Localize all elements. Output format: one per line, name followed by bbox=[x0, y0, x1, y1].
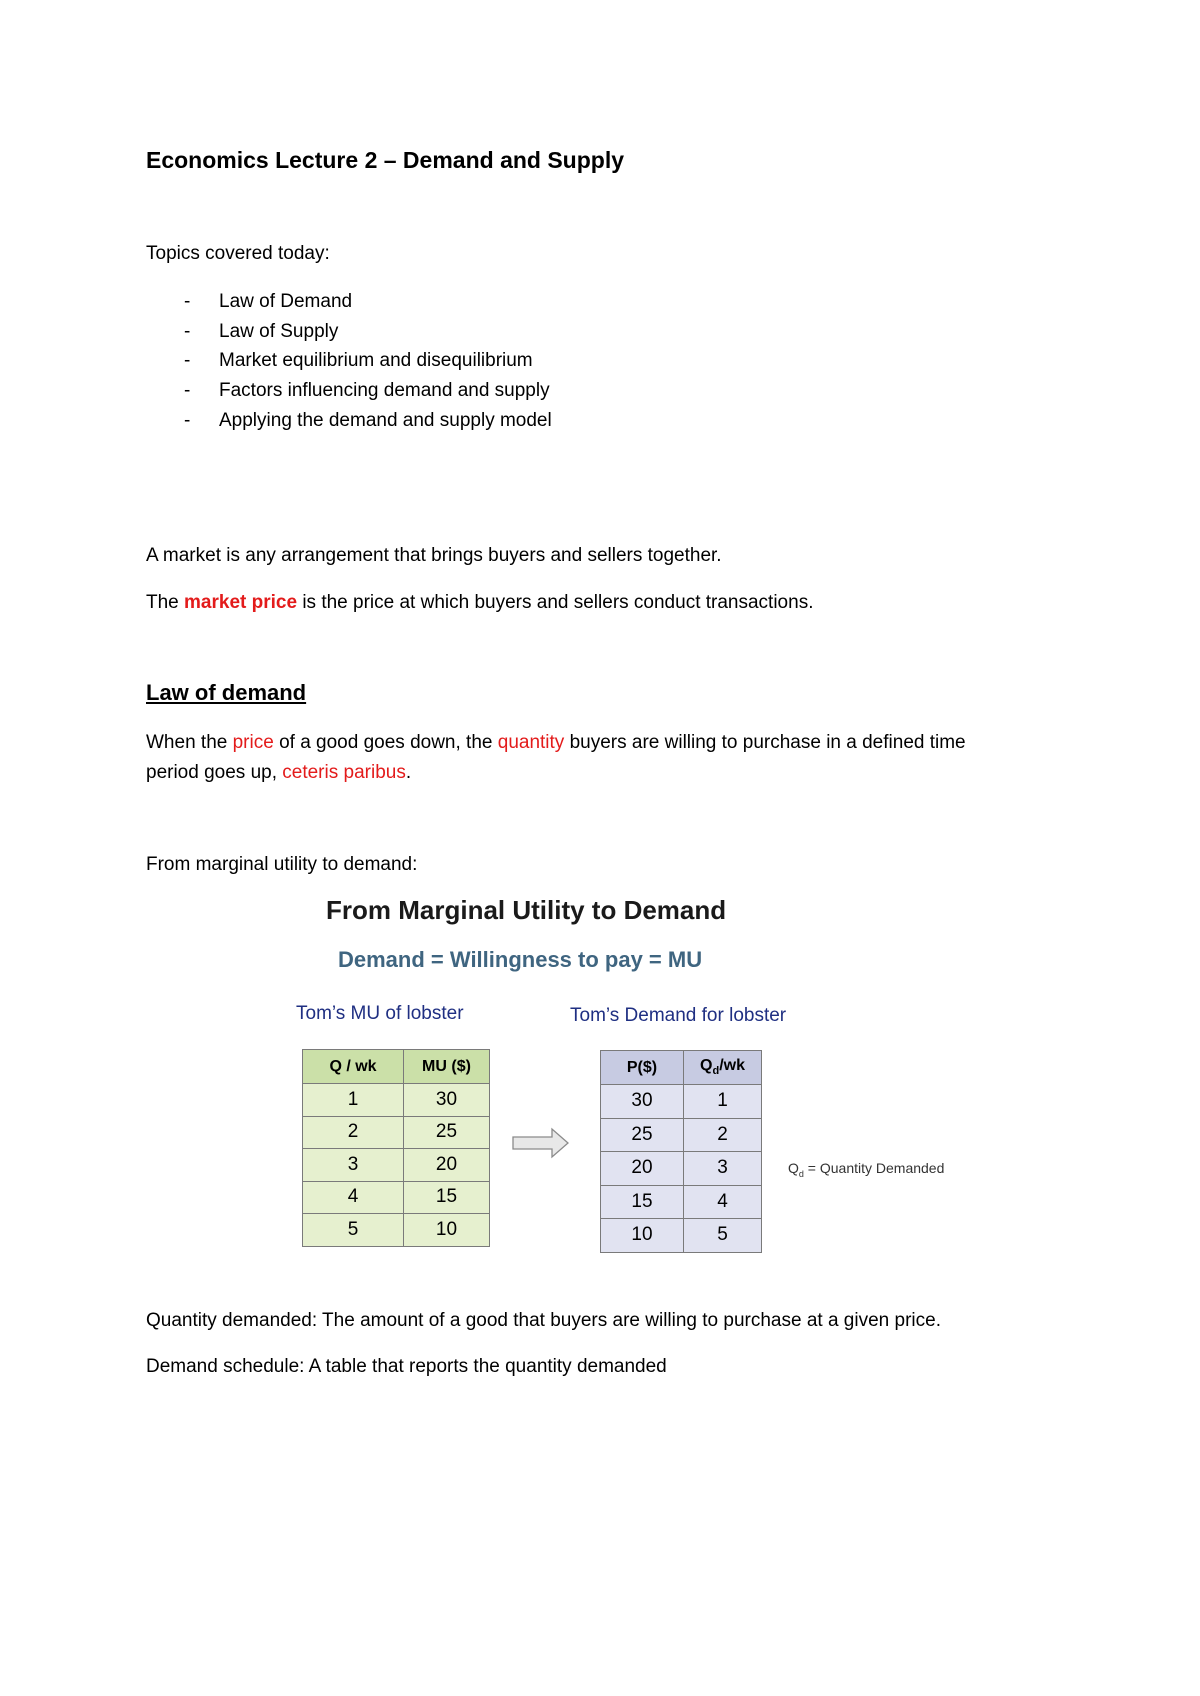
column-header: MU ($) bbox=[404, 1050, 490, 1084]
bullet-dash: - bbox=[184, 350, 191, 372]
price-term: price bbox=[232, 732, 274, 753]
header-q: Q bbox=[700, 1057, 713, 1075]
table-row bbox=[601, 1219, 762, 1253]
table-row bbox=[601, 1152, 762, 1186]
table-cell: 30 bbox=[404, 1084, 490, 1117]
list-item bbox=[146, 406, 552, 436]
table-row bbox=[303, 1084, 490, 1117]
table-row bbox=[601, 1085, 762, 1119]
table-cell: 1 bbox=[303, 1084, 404, 1117]
figure-title: From Marginal Utility to Demand bbox=[326, 895, 727, 925]
topics-list bbox=[146, 287, 552, 435]
text-fragment: is the price at which buyers and sellers conduct transactions. bbox=[297, 592, 814, 613]
demand-table bbox=[600, 1050, 762, 1253]
quantity-term: quantity bbox=[497, 732, 565, 753]
table-cell: 20 bbox=[601, 1152, 684, 1186]
text-fragment: buyers are willing to purchase in a defined time bbox=[564, 732, 966, 753]
table-header-row bbox=[601, 1051, 762, 1085]
note-q-subscript: d bbox=[798, 1168, 804, 1179]
bullet-dash: - bbox=[184, 380, 191, 402]
topic-text: Factors influencing demand and supply bbox=[219, 380, 550, 402]
table-cell: 1 bbox=[684, 1085, 762, 1119]
text-fragment: When the bbox=[146, 732, 233, 753]
list-item bbox=[146, 317, 552, 347]
table-row bbox=[303, 1214, 490, 1247]
mu-to-demand-figure bbox=[290, 895, 990, 1265]
table-cell: 15 bbox=[601, 1185, 684, 1219]
bullet-dash: - bbox=[184, 320, 191, 342]
list-item bbox=[146, 287, 552, 317]
table-header-row bbox=[303, 1050, 490, 1084]
text-fragment: The bbox=[146, 592, 185, 613]
market-price-definition bbox=[146, 592, 813, 615]
text-fragment: period goes up, bbox=[146, 762, 283, 783]
list-item bbox=[146, 346, 552, 376]
bullet-dash: - bbox=[184, 291, 191, 312]
quantity-demanded-note bbox=[788, 1160, 944, 1179]
table-cell: 5 bbox=[684, 1219, 762, 1253]
law-text-line-2 bbox=[146, 762, 411, 785]
market-price-term: market price bbox=[184, 592, 298, 613]
table-cell: 15 bbox=[404, 1181, 490, 1214]
bullet-dash: - bbox=[184, 409, 191, 431]
table-row bbox=[601, 1118, 762, 1152]
table-cell: 10 bbox=[601, 1219, 684, 1253]
topic-text: Law of Demand bbox=[219, 291, 353, 312]
table-row bbox=[601, 1185, 762, 1219]
column-header bbox=[684, 1051, 762, 1085]
topic-text: Law of Supply bbox=[219, 320, 339, 342]
table-cell: 3 bbox=[684, 1152, 762, 1186]
quantity-demanded-definition: Quantity demanded: The amount of a good that buyers are willing to purchase at a given price. bbox=[146, 1310, 941, 1331]
table-cell: 4 bbox=[303, 1181, 404, 1214]
figure-subtitle: Demand = Willingness to pay = MU bbox=[338, 947, 703, 972]
text-fragment: . bbox=[405, 762, 412, 783]
table-cell: 30 bbox=[601, 1085, 684, 1119]
market-definition: A market is any arrangement that brings buyers and sellers together. bbox=[146, 545, 722, 566]
header-q-subscript: d bbox=[712, 1065, 720, 1078]
topics-label: Topics covered today: bbox=[146, 243, 330, 264]
note-text: = Quantity Demanded bbox=[803, 1160, 945, 1176]
table-cell: 4 bbox=[684, 1185, 762, 1219]
from-mu-label: From marginal utility to demand: bbox=[146, 854, 418, 875]
page-title: Economics Lecture 2 – Demand and Supply bbox=[146, 147, 625, 173]
table-cell: 25 bbox=[404, 1116, 490, 1149]
table-cell: 2 bbox=[303, 1116, 404, 1149]
table-cell: 3 bbox=[303, 1149, 404, 1182]
table-row bbox=[303, 1116, 490, 1149]
table-cell: 20 bbox=[404, 1149, 490, 1182]
demand-schedule-definition: Demand schedule: A table that reports the quantity demanded bbox=[146, 1356, 667, 1377]
topic-text: Market equilibrium and disequilibrium bbox=[219, 350, 533, 372]
mu-table-caption: Tom’s MU of lobster bbox=[296, 1003, 464, 1024]
table-cell: 25 bbox=[601, 1118, 684, 1152]
law-text-line-1 bbox=[146, 732, 966, 755]
list-item bbox=[146, 376, 552, 406]
demand-table-caption: Tom’s Demand for lobster bbox=[570, 1005, 787, 1026]
right-arrow-icon bbox=[512, 1127, 570, 1159]
column-header: P($) bbox=[601, 1051, 684, 1085]
table-row bbox=[303, 1181, 490, 1214]
note-q: Q bbox=[788, 1160, 799, 1176]
header-q-suffix: /wk bbox=[719, 1057, 745, 1075]
column-header: Q / wk bbox=[303, 1050, 404, 1084]
table-cell: 5 bbox=[303, 1214, 404, 1247]
table-cell: 2 bbox=[684, 1118, 762, 1152]
mu-table bbox=[302, 1049, 490, 1247]
text-fragment: of a good goes down, the bbox=[273, 732, 498, 753]
table-row bbox=[303, 1149, 490, 1182]
law-of-demand-heading: Law of demand bbox=[146, 680, 307, 705]
topic-text: Applying the demand and supply model bbox=[219, 409, 552, 431]
ceteris-paribus-term: ceteris paribus bbox=[282, 762, 406, 783]
table-cell: 10 bbox=[404, 1214, 490, 1247]
